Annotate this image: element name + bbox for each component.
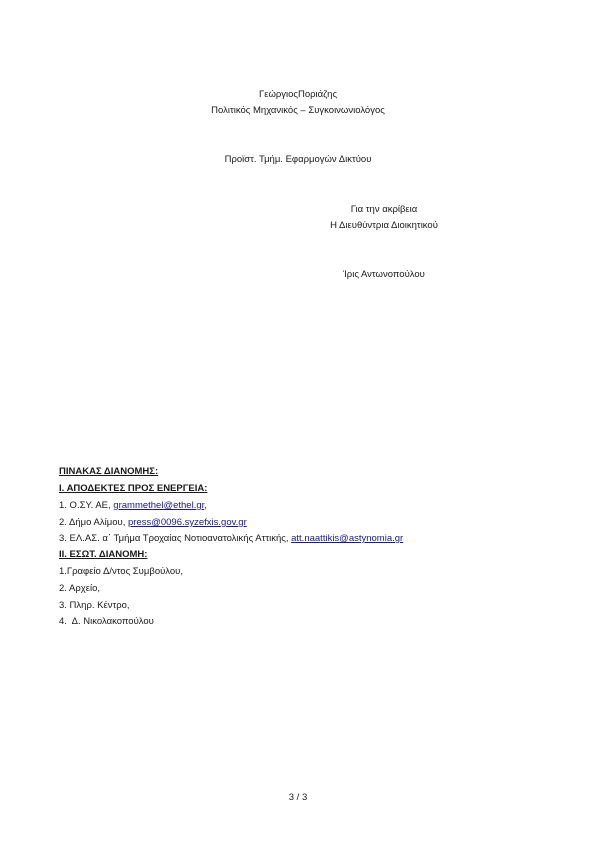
signatory-name: ΓεώργιοςΠοριάζης bbox=[258, 89, 338, 100]
recipient-suffix: , bbox=[204, 500, 207, 511]
signatory-position: Προϊστ. Τμήμ. Εφαρμογών Δικτύου bbox=[224, 154, 372, 165]
internal-distribution-heading: ΙΙ. ΕΣΩΤ. ΔΙΑΝΟΜΗ: bbox=[59, 549, 148, 560]
distribution-heading: ΠΙΝΑΚΑΣ ΔΙΑΝΟΜΗΣ: bbox=[59, 466, 159, 477]
certification-line1: Για την ακρίβεια bbox=[350, 204, 418, 215]
recipients-heading: Ι. ΑΠΟΔΕΚΤΕΣ ΠΡΟΣ ΕΝΕΡΓΕΙΑ: bbox=[59, 483, 208, 494]
recipient-email-link[interactable]: press@0096.syzefxis.gov.gr bbox=[127, 517, 247, 528]
certification-name: Ίρις Αντωνοπούλου bbox=[343, 269, 425, 280]
internal-item: 2. Αρχείο, bbox=[59, 583, 101, 594]
certification-line2: Η Διευθύντρια Διοικητικού bbox=[330, 220, 438, 231]
signatory-title: Πολιτικός Μηχανικός – Συγκοινωνιολόγος bbox=[211, 105, 385, 116]
recipient-label: 2. Δήμο Αλίμου, bbox=[59, 517, 128, 528]
recipient-email-link[interactable]: grammethel@ethel.gr bbox=[113, 500, 205, 511]
page-number: 3 / 3 bbox=[288, 792, 308, 803]
recipient-item bbox=[59, 500, 207, 512]
recipient-item bbox=[59, 517, 247, 529]
internal-item: 4. Δ. Νικολακοπούλου bbox=[59, 616, 154, 627]
recipient-label: 3. ΕΛ.ΑΣ. α΄ Τμήμα Τροχαίας Νοτιοανατολικής Αττικής, bbox=[59, 533, 292, 544]
internal-item: 1.Γραφείο Δ/ντος Συμβούλου, bbox=[59, 566, 184, 577]
recipient-email-link[interactable]: att.naattikis@astynomia.gr bbox=[291, 533, 404, 544]
internal-item: 3. Πληρ. Κέντρο, bbox=[59, 600, 130, 611]
recipient-item bbox=[59, 533, 403, 545]
recipient-label: 1. Ο.ΣΥ. ΑΕ, bbox=[59, 500, 114, 511]
